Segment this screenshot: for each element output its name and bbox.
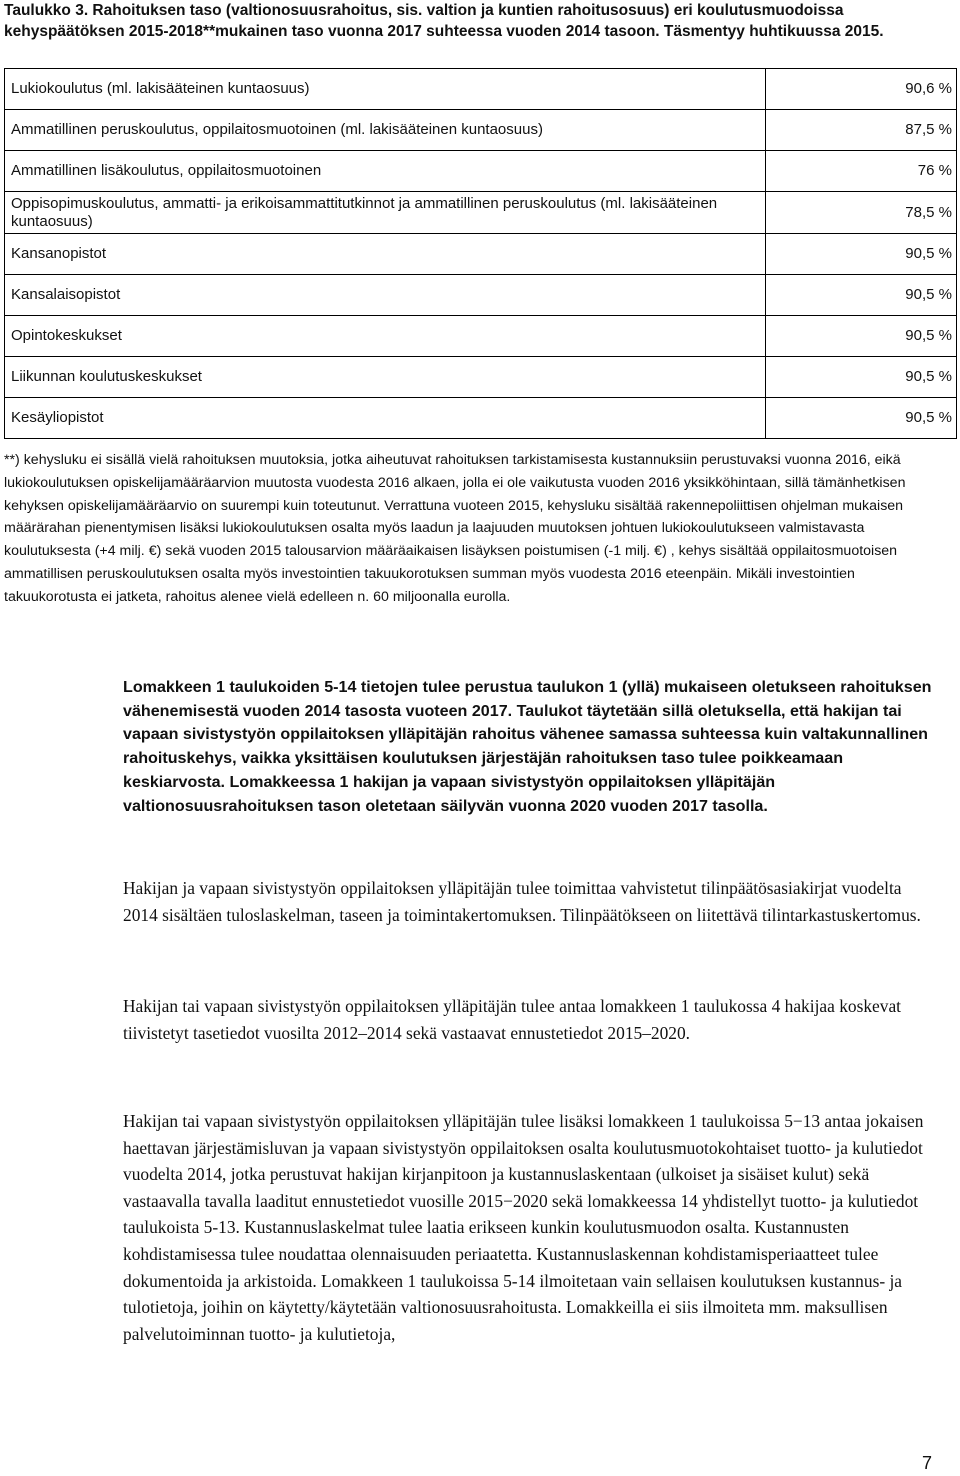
page-number: 7 (922, 1453, 933, 1473)
row-label: Ammatillinen peruskoulutus, oppilaitosmuotoinen (ml. lakisääteinen kuntaosuus) (5, 110, 766, 151)
table-row (5, 316, 957, 357)
table-title: Taulukko 3. Rahoituksen taso (valtionosuusrahoitus, sis. valtion ja kuntien rahoitusosuus) eri koulutusmuodoissa kehyspäätöksen 2015-2018**mukainen taso vuonna 2017 suhteessa vuoden 2014 tasoon. Täsmentyy huhtikuussa 2015. (4, 2, 884, 40)
row-label: Lukiokoulutus (ml. lakisääteinen kuntaosuus) (5, 69, 766, 110)
row-value: 76 % (766, 151, 957, 192)
body-paragraph: Hakijan tai vapaan sivistystyön oppilaitoksen ylläpitäjän tulee lisäksi lomakkeen 1 taulukoissa 5−13 antaa jokaisen haettavan järjestämisluvan ja vapaan sivistystyön oppilaitoksen osalta koulutusmuotokohtaiset tuotto- ja kulutiedot vuodelta 2014, jotka perustuvat hakijan kirjanpitoon ja kustannuslaskentaan (ulkoiset ja sisäiset kulut) sekä vastaavalla tavalla laaditut ennustetiedot vuosille 2015−2020 sekä lomakkeessa 14 yhdistellyt tuotto- ja kulutiedot taulukoista 5-13. Kustannuslaskelmat tulee laatia erikseen kunkin koulutusmuodon osalta. Kustannusten kohdistamisessa tulee noudattaa olennaisuuden periaatetta. Kustannuslaskennan kohdistamisperiaatteet tulee dokumentoida ja arkistoida. Lomakkeen 1 taulukoissa 5-14 ilmoitetaan vain sellaisen koulutuksen kustannus- ja tulotietoja, joihin on käytetty/käytetään valtionosuusrahoitusta. Lomakkeilla ei siis ilmoiteta mm. maksullisen palvelutoiminnan tuotto- ja kulutietoja, (123, 1111, 924, 1344)
table-row (5, 398, 957, 439)
row-value: 90,5 % (766, 398, 957, 439)
row-value: 87,5 % (766, 110, 957, 151)
table-row (5, 151, 957, 192)
body-paragraph: Hakijan ja vapaan sivistystyön oppilaitoksen ylläpitäjän tulee toimittaa vahvistetut tilinpäätösasiakirjat vuodelta 2014 sisältäen tuloslaskelman, taseen ja toimintakertomuksen. Tilinpäätökseen on liitettävä tilintarkastuskertomus. (123, 878, 921, 925)
funding-rate-table (4, 68, 957, 439)
row-label: Ammatillinen lisäkoulutus, oppilaitosmuotoinen (5, 151, 766, 192)
row-value: 90,5 % (766, 275, 957, 316)
table-row (5, 69, 957, 110)
row-value: 90,5 % (766, 357, 957, 398)
row-value: 90,5 % (766, 316, 957, 357)
table-row (5, 234, 957, 275)
table-row (5, 110, 957, 151)
row-label: Opintokeskukset (5, 316, 766, 357)
table-row (5, 192, 957, 234)
row-value: 90,6 % (766, 69, 957, 110)
row-label: Kansanopistot (5, 234, 766, 275)
row-value: 90,5 % (766, 234, 957, 275)
row-value: 78,5 % (766, 192, 957, 234)
table-row (5, 357, 957, 398)
table-footnote: **) kehysluku ei sisällä vielä rahoituksen muutoksia, jotka aiheutuvat rahoituksen tarkistamisesta kustannuksiin perustuvaksi vuonna 2016, eikä lukiokoulutuksen opiskelijamääräarvion muutosta vuodesta 2016 alkaen, jolla ei ole vaikutusta vuoden 2016 yksikköhintaan, sillä tämänhetkisen kehyksen opiskelijamääräarvio on suurempi kuin toteutunut. Verrattuna vuoteen 2015, kehysluku sisältää rakennepoliittisen ohjelman mukaisen määrärahan pienentymisen lisäksi lukiokoulutuksen osalta myös laadun ja laajuuden muutoksen johtuen lukiokoulutukseen valmistavasta koulutuksesta (+4 milj. €) sekä vuoden 2015 talousarvion määräaikaisen lisäyksen poistumisen (-1 milj. €) , kehys sisältää oppilaitosmuotoisen ammatillisen peruskoulutuksen osalta myös investointien takuukorotuksen summan myös vuodesta 2016 eteenpäin. Mikäli investointien takuukorotusta ei jatketa, rahoitus alenee vielä edelleen n. 60 miljoonalla eurolla. (4, 452, 906, 605)
table-row (5, 275, 957, 316)
row-label: Kesäyliopistot (5, 398, 766, 439)
row-label: Oppisopimuskoulutus, ammatti- ja erikoisammattitutkinnot ja ammatillinen peruskoulutus (ml. lakisääteinen kuntaosuus) (5, 192, 766, 234)
bold-notice-paragraph: Lomakkeen 1 taulukoiden 5-14 tietojen tulee perustua taulukon 1 (yllä) mukaiseen oletukseen rahoituksen vähenemisestä vuoden 2014 tasosta vuoteen 2017. Taulukot täytetään sillä oletuksella, että hakijan tai vapaan sivistystyön oppilaitoksen ylläpitäjän rahoitus vähenee samassa suhteessa kuin valtakunnallinen rahoituskehys, vaikka yksittäisen koulutuksen järjestäjän rahoituksen taso tulee poikkeamaan keskiarvosta. Lomakkeessa 1 hakijan ja vapaan sivistystyön oppilaitoksen ylläpitäjän valtionosuusrahoituksen tason oletetaan säilyvän vuonna 2020 vuoden 2017 tasolla. (123, 678, 932, 815)
body-paragraph: Hakijan tai vapaan sivistystyön oppilaitoksen ylläpitäjän tulee antaa lomakkeen 1 taulukossa 4 hakijaa koskevat tiivistetyt tasetiedot vuosilta 2012–2014 sekä vastaavat ennustetiedot 2015–2020. (123, 996, 902, 1043)
row-label: Liikunnan koulutuskeskukset (5, 357, 766, 398)
row-label: Kansalaisopistot (5, 275, 766, 316)
